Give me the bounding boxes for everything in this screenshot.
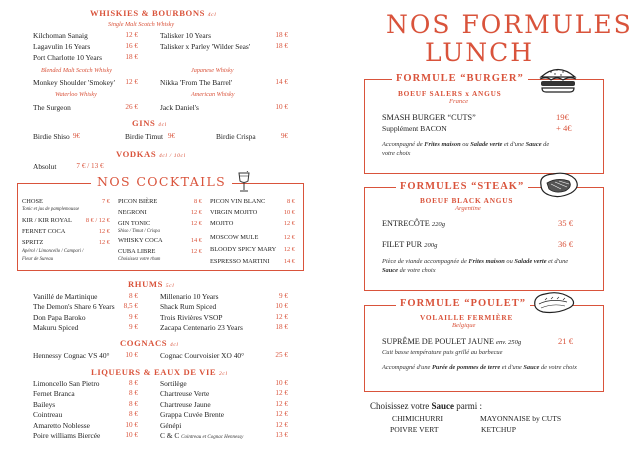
steak-description: Pièce de viande accompagnée de Frites maison ou Salade verte et d'une Sauce de votre choix — [382, 258, 569, 274]
cocktail-item: KIR / KIR ROYAL — [22, 217, 72, 224]
sauce-item: POIVRE VERT — [390, 425, 439, 434]
cocktail-item: CUBA LIBRE — [118, 248, 156, 255]
whisky-price: 18 € — [125, 53, 138, 61]
sauce-item: KETCHUP — [481, 425, 517, 434]
liqueur-item: Poire williams Biercée — [33, 431, 101, 440]
rhum-price: 8 € — [129, 292, 138, 300]
rhum-price: 8,5 € — [123, 302, 138, 310]
blended-subtitle: Blended Malt Scotch Whisky — [41, 67, 112, 74]
liqueur-price: 8 € — [129, 389, 138, 397]
burger-supplement-price: + 4€ — [556, 123, 572, 133]
cocktail-item: NEGRONI — [118, 209, 147, 216]
gins-section-title: GINS 4cl — [132, 118, 167, 128]
whisky-price: 18 € — [275, 42, 288, 50]
cocktail-item: MOSCOW MULE — [210, 234, 259, 241]
poulet-origin: Belgique — [452, 322, 476, 329]
formules-title-line1: NOS FORMULES — [386, 10, 633, 39]
cocktail-price: 8 € — [194, 198, 202, 205]
rhum-item: Trois Rivières VSOP — [160, 313, 223, 322]
sauce-intro: Choisissez votre Sauce parmi : — [370, 401, 482, 411]
liqueur-price: 12 € — [275, 400, 288, 408]
burger-item: SMASH BURGER “CUTS” — [382, 113, 476, 122]
cocktail-price: 12 € — [98, 228, 110, 235]
liqueur-item: Génépi — [160, 421, 182, 430]
steak-price: 36 € — [558, 239, 574, 249]
liqueur-price: 12 € — [275, 410, 288, 418]
rhum-price: 10 € — [275, 302, 288, 310]
cocktail-note: Tonic et jus de pamplemousse — [22, 207, 80, 212]
rhum-item: Don Papa Baroko — [33, 313, 86, 322]
waterloo-subtitle: Waterloo Whisky — [55, 91, 97, 98]
cocktail-price: 14 € — [190, 237, 202, 244]
rhum-item: Vanillé de Martinique — [33, 292, 98, 301]
liqueur-item: C & C Cointreau et Cognac Hennessy — [160, 431, 244, 440]
american-subtitle: American Whisky — [191, 91, 235, 98]
single-malt-subtitle: Single Malt Scotch Whisky — [108, 21, 175, 28]
chicken-icon — [531, 288, 579, 316]
cognac-item: Cognac Courvoisier XO 40° — [160, 351, 245, 360]
cocktail-item: VIRGIN MOJITO — [210, 209, 258, 216]
gin-item: Birdie Crispa — [216, 132, 256, 141]
liqueur-item: Sortilège — [160, 379, 187, 388]
cocktail-item: BLOODY SPICY MARY — [210, 246, 277, 253]
rhum-price: 9 € — [129, 313, 138, 321]
vodkas-section-title: VODKAS 4cl / 10cl — [116, 149, 186, 159]
cocktail-glass-icon — [236, 171, 252, 193]
japanese-subtitle: Japanese Whisky — [191, 67, 234, 74]
steak-icon — [537, 171, 581, 199]
burger-title: FORMULE “BURGER” — [392, 73, 528, 84]
whisky-item: Monkey Shoulder 'Smokey' — [33, 78, 115, 87]
burger-icon — [537, 64, 579, 94]
steak-origin: Argentine — [455, 205, 481, 212]
gin-price: 9€ — [72, 132, 80, 140]
cocktail-item: MOJITO — [210, 220, 234, 227]
vodka-item: Absolut — [33, 162, 57, 171]
cocktail-price: 12 € — [190, 209, 202, 216]
cocktail-price: 8 € / 12 € — [85, 217, 110, 224]
burger-supplement: Supplément BACON — [382, 124, 447, 133]
cocktail-note: Choisissez votre rhum — [118, 257, 161, 262]
whisky-price: 16 € — [125, 42, 138, 50]
poulet-title: FORMULE “POULET” — [396, 298, 530, 309]
rhums-section-title: RHUMS 5cl — [128, 279, 175, 289]
cocktail-item: ESPRESSO MARTINI — [210, 258, 270, 265]
poulet-subtitle: VOLAILLE FERMIÈRE — [420, 313, 514, 322]
gin-price: 9€ — [167, 132, 175, 140]
rhum-price: 9 € — [279, 292, 288, 300]
cocktail-price: 14 € — [283, 258, 295, 265]
poulet-price: 21 € — [558, 336, 574, 346]
whisky-price: 18 € — [275, 31, 288, 39]
rhum-price: 9 € — [129, 323, 138, 331]
cocktail-price: 12 € — [283, 234, 295, 241]
rhum-item: Millenario 10 Years — [160, 292, 219, 301]
whisky-item: Talisker 10 Years — [160, 31, 212, 40]
cocktail-note: Shiso / Timut / Crispa — [118, 229, 160, 234]
whisky-price: 14 € — [275, 78, 288, 86]
liqueur-price: 12 € — [275, 421, 288, 429]
whisky-item: Lagavulin 16 Years — [33, 42, 91, 51]
rhum-item: Makuru Spiced — [33, 323, 79, 332]
whisky-price: 12 € — [125, 78, 138, 86]
steak-item: FILET PUR 200g — [382, 240, 438, 249]
liqueur-price: 10 € — [275, 379, 288, 387]
cognac-price: 25 € — [275, 351, 288, 359]
steak-price: 35 € — [558, 218, 574, 228]
whisky-item: Jack Daniel's — [160, 103, 199, 112]
formules-title-line2: LUNCH — [425, 38, 535, 67]
poulet-cuisson: Cuit basse température puis grillé au barbecue — [382, 349, 503, 356]
liqueur-price: 12 € — [275, 389, 288, 397]
burger-subtitle: BOEUF SALERS x ANGUS — [398, 89, 502, 98]
liqueur-item: Limoncello San Pietro — [33, 379, 100, 388]
rhum-item: Zacapa Centenario 23 Years — [160, 323, 243, 332]
cocktail-item: PICON VIN BLANC — [210, 198, 266, 205]
whisky-item: Kilchoman Sanaig — [33, 31, 88, 40]
steak-subtitle: BOEUF BLACK ANGUS — [420, 196, 514, 205]
cocktail-price: 7 € — [102, 198, 110, 205]
liqueurs-section-title: LIQUEURS & EAUX DE VIE 2cl — [91, 367, 228, 377]
cognacs-section-title: COGNACS 4cl — [120, 338, 179, 348]
cocktail-price: 12 € — [190, 248, 202, 255]
cocktail-price: 10 € — [283, 209, 295, 216]
gin-price: 9€ — [280, 132, 288, 140]
rhum-item: The Demon's Share 6 Years — [33, 302, 115, 311]
cocktail-price: 12 € — [283, 220, 295, 227]
sauce-item: CHIMICHURRI — [392, 414, 444, 423]
cocktail-price: 12 € — [98, 239, 110, 246]
cocktail-item: WHISKY COCA — [118, 237, 163, 244]
poulet-description: Accompagné d'une Purée de pommes de terre et d'une Sauce de votre choix — [382, 364, 577, 371]
burger-origin: France — [449, 98, 469, 105]
cocktail-item: PICON BIÈRE — [118, 198, 158, 205]
liqueur-price: 10 € — [125, 421, 138, 429]
whisky-price: 12 € — [125, 31, 138, 39]
cocktail-item: GIN TONIC — [118, 220, 151, 227]
steak-item: ENTRECÔTE 220g — [382, 219, 445, 228]
cocktail-price: 12 € — [190, 220, 202, 227]
whisky-section-title: WHISKIES & BOURBONS 4cl — [90, 8, 217, 18]
liqueur-item: Amaretto Noblesse — [33, 421, 90, 430]
whisky-price: 10 € — [275, 103, 288, 111]
cocktail-price: 8 € — [287, 198, 295, 205]
whisky-item: The Surgeon — [33, 103, 71, 112]
liqueur-price: 8 € — [129, 400, 138, 408]
cocktail-item: FERNET COCA — [22, 228, 66, 235]
cognac-price: 10 € — [125, 351, 138, 359]
liqueur-price: 8 € — [129, 410, 138, 418]
gin-item: Birdie Shiso — [33, 132, 70, 141]
liqueur-item: Baileys — [33, 400, 56, 409]
rhum-price: 18 € — [275, 323, 288, 331]
burger-price: 19€ — [556, 112, 569, 122]
liqueur-item: Chartreuse Verte — [160, 389, 210, 398]
steak-title: FORMULES “STEAK” — [396, 181, 528, 192]
cognac-item: Hennessy Cognac VS 40° — [33, 351, 110, 360]
cocktail-item: CHOSE — [22, 198, 43, 205]
rhum-price: 12 € — [275, 313, 288, 321]
cocktail-item: SPRITZ — [22, 239, 44, 246]
rhum-item: Shack Rum Spiced — [160, 302, 217, 311]
liqueur-item: Cointreau — [33, 410, 63, 419]
whisky-item: Port Charlotte 10 Years — [33, 53, 102, 62]
gin-item: Birdie Timut — [125, 132, 163, 141]
cocktail-note: Apérol / Limoncello / Campari / Fleur de Sureau — [22, 249, 84, 262]
sauce-item: MAYONNAISE by CUTS — [480, 414, 562, 423]
whisky-item: Talisker x Parley 'Wilder Seas' — [160, 42, 251, 51]
liqueur-item: Grappa Cuvée Brente — [160, 410, 225, 419]
whisky-item: Nikka 'From The Barrel' — [160, 78, 233, 87]
liqueur-item: Fernet Branca — [33, 389, 75, 398]
whisky-price: 26 € — [125, 103, 138, 111]
liqueur-price: 10 € — [125, 431, 138, 439]
cocktails-title: NOS COCKTAILS — [91, 174, 232, 189]
burger-description: Accompagné de Frites maison ou Salade verte et d'une Sauce de votre choix — [382, 141, 550, 157]
cocktail-price: 12 € — [283, 246, 295, 253]
liqueur-price: 8 € — [129, 379, 138, 387]
liqueur-item: Chartreuse Jaune — [160, 400, 211, 409]
liqueur-price: 13 € — [275, 431, 288, 439]
poulet-item: SUPRÊME DE POULET JAUNE env. 250g — [382, 337, 522, 346]
vodka-price: 7 € / 13 € — [76, 162, 104, 170]
